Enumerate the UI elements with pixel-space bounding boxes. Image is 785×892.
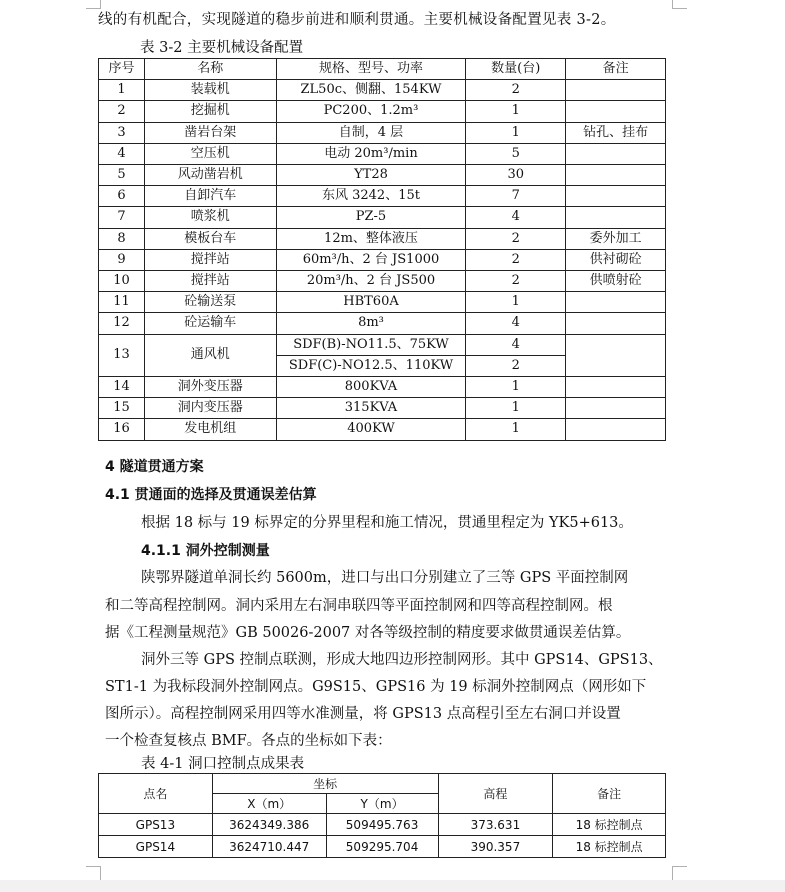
cell-qty: 2 xyxy=(466,355,566,376)
cell-note: 供喷射砼 xyxy=(566,271,666,292)
cell-no: 1 xyxy=(99,80,145,101)
cell-no: 16 xyxy=(99,419,145,440)
cell-qty: 5 xyxy=(466,143,566,164)
cell-note xyxy=(566,398,666,419)
cell-qty: 1 xyxy=(466,419,566,440)
cell-qty: 2 xyxy=(466,249,566,270)
cell-spec: 400KW xyxy=(276,419,466,440)
page-corner-mark xyxy=(672,0,687,9)
cell-note xyxy=(566,334,666,376)
cell-name: 搅拌站 xyxy=(144,249,276,270)
cell-spec: HBT60A xyxy=(276,292,466,313)
control-point-table xyxy=(98,773,666,858)
cell-spec: PC200、1.2m³ xyxy=(276,101,466,122)
cell-no: 12 xyxy=(99,313,145,334)
cell-spec: 8m³ xyxy=(276,313,466,334)
table-row xyxy=(99,398,666,419)
header-cell: 规格、型号、功率 xyxy=(276,59,466,80)
table-row xyxy=(99,271,666,292)
cell-name: 砼输送泵 xyxy=(144,292,276,313)
table-row xyxy=(99,249,666,270)
cell-qty: 1 xyxy=(466,101,566,122)
table-row xyxy=(99,814,666,836)
cell-note xyxy=(566,292,666,313)
cell-spec: YT28 xyxy=(276,165,466,186)
table-row xyxy=(99,165,666,186)
cell-qty: 4 xyxy=(466,313,566,334)
cell-qty: 1 xyxy=(466,377,566,398)
cell-spec: 20m³/h、2 台 JS500 xyxy=(276,271,466,292)
paragraph-line: 根据 18 标与 19 标界定的分界里程和施工情况，贯通里程定为 YK5+613。 xyxy=(141,515,633,531)
cell-no: 10 xyxy=(99,271,145,292)
header-cell: Y（m） xyxy=(326,794,438,814)
cell-spec: PZ-5 xyxy=(276,207,466,228)
cell-note xyxy=(566,186,666,207)
table-header-row xyxy=(99,774,666,794)
cell-point: GPS14 xyxy=(99,836,213,858)
header-cell: 坐标 xyxy=(212,774,438,794)
cell-name: 模板台车 xyxy=(144,228,276,249)
table-row xyxy=(99,143,666,164)
cell-note xyxy=(566,101,666,122)
table-caption: 表 4-1 洞口控制点成果表 xyxy=(141,756,305,772)
page-corner-mark xyxy=(86,866,101,881)
cell-spec: 东风 3242、15t xyxy=(276,186,466,207)
cell-note: 18 标控制点 xyxy=(553,836,666,858)
table-row xyxy=(99,313,666,334)
cell-name: 装载机 xyxy=(144,80,276,101)
cell-no: 3 xyxy=(99,122,145,143)
cell-note xyxy=(566,377,666,398)
table-row xyxy=(99,207,666,228)
paragraph-line: 陕鄂界隧道单洞长约 5600m，进口与出口分别建立了三等 GPS 平面控制网 xyxy=(141,570,629,586)
cell-no: 13 xyxy=(99,334,145,376)
cell-spec: ZL50c、侧翻、154KW xyxy=(276,80,466,101)
cell-spec: 电动 20m³/min xyxy=(276,143,466,164)
cell-qty: 1 xyxy=(466,398,566,419)
cell-no: 2 xyxy=(99,101,145,122)
cell-qty: 2 xyxy=(466,228,566,249)
paragraph-line: 洞外三等 GPS 控制点联测，形成大地四边形控制网形。其中 GPS14、GPS13、 xyxy=(141,652,663,668)
cell-name: 发电机组 xyxy=(144,419,276,440)
cell-y: 509295.704 xyxy=(326,836,438,858)
cell-name: 搅拌站 xyxy=(144,271,276,292)
cell-spec: 自制，4 层 xyxy=(276,122,466,143)
header-cell: 数量(台) xyxy=(466,59,566,80)
cell-no: 7 xyxy=(99,207,145,228)
paragraph-line: 和二等高程控制网。洞内采用左右洞串联四等平面控制网和四等高程控制网。根 xyxy=(105,598,613,614)
cell-name: 砼运输车 xyxy=(144,313,276,334)
subsubsection-heading: 4.1.1 洞外控制测量 xyxy=(141,543,270,559)
header-cell: 点名 xyxy=(99,774,213,814)
table-row xyxy=(99,292,666,313)
cell-no: 11 xyxy=(99,292,145,313)
cell-name: 通风机 xyxy=(144,334,276,376)
table-row xyxy=(99,122,666,143)
cell-elev: 390.357 xyxy=(438,836,553,858)
cell-note xyxy=(566,143,666,164)
cell-no: 6 xyxy=(99,186,145,207)
cell-no: 5 xyxy=(99,165,145,186)
cell-note xyxy=(566,80,666,101)
cell-x: 3624710.447 xyxy=(212,836,326,858)
cell-y: 509495.763 xyxy=(326,814,438,836)
cell-spec: 60m³/h、2 台 JS1000 xyxy=(276,249,466,270)
table-row xyxy=(99,186,666,207)
paragraph-line: 一个检查复核点 BMF。各点的坐标如下表： xyxy=(105,733,392,749)
cell-name: 洞外变压器 xyxy=(144,377,276,398)
paragraph-line: 线的有机配合，实现隧道的稳步前进和顺利贯通。主要机械设备配置见表 3-2。 xyxy=(98,12,616,28)
cell-qty: 1 xyxy=(466,292,566,313)
header-cell: X（m） xyxy=(212,794,326,814)
cell-qty: 30 xyxy=(466,165,566,186)
section-heading: 4 隧道贯通方案 xyxy=(105,459,204,475)
page-bottom-strip xyxy=(0,880,785,892)
paragraph-line: 图所示）。高程控制网采用四等水准测量，将 GPS13 点高程引至左右洞口并设置 xyxy=(105,706,621,722)
cell-note: 钻孔、挂布 xyxy=(566,122,666,143)
cell-qty: 1 xyxy=(466,122,566,143)
header-cell: 备注 xyxy=(553,774,666,814)
cell-no: 9 xyxy=(99,249,145,270)
header-cell: 高程 xyxy=(438,774,553,814)
header-cell: 备注 xyxy=(566,59,666,80)
table-row xyxy=(99,836,666,858)
cell-qty: 2 xyxy=(466,80,566,101)
cell-no: 14 xyxy=(99,377,145,398)
cell-name: 风动凿岩机 xyxy=(144,165,276,186)
cell-name: 空压机 xyxy=(144,143,276,164)
cell-spec: SDF(C)-NO12.5、110KW xyxy=(276,355,466,376)
table-caption: 表 3-2 主要机械设备配置 xyxy=(140,40,304,56)
cell-qty: 7 xyxy=(466,186,566,207)
cell-elev: 373.631 xyxy=(438,814,553,836)
cell-note xyxy=(566,313,666,334)
table-row xyxy=(99,334,666,355)
cell-note: 委外加工 xyxy=(566,228,666,249)
cell-name: 洞内变压器 xyxy=(144,398,276,419)
cell-name: 挖掘机 xyxy=(144,101,276,122)
table-row xyxy=(99,377,666,398)
paragraph-line: 据《工程测量规范》GB 50026-2007 对各等级控制的精度要求做贯通误差估算。 xyxy=(105,625,631,641)
cell-name: 凿岩台架 xyxy=(144,122,276,143)
cell-note xyxy=(566,419,666,440)
cell-no: 15 xyxy=(99,398,145,419)
header-cell: 序号 xyxy=(99,59,145,80)
table-header-row xyxy=(99,59,666,80)
table-row xyxy=(99,101,666,122)
cell-point: GPS13 xyxy=(99,814,213,836)
cell-name: 自卸汽车 xyxy=(144,186,276,207)
cell-no: 8 xyxy=(99,228,145,249)
table-row xyxy=(99,419,666,440)
cell-x: 3624349.386 xyxy=(212,814,326,836)
equipment-table xyxy=(98,58,666,441)
table-row xyxy=(99,80,666,101)
cell-qty: 2 xyxy=(466,271,566,292)
cell-spec: 800KVA xyxy=(276,377,466,398)
cell-note: 供衬砌砼 xyxy=(566,249,666,270)
table-row xyxy=(99,228,666,249)
cell-spec: 12m、整体液压 xyxy=(276,228,466,249)
cell-note xyxy=(566,207,666,228)
cell-note: 18 标控制点 xyxy=(553,814,666,836)
paragraph-line: ST1-1 为我标段洞外控制网点。G9S15、GPS16 为 19 标洞外控制网点（网形如下 xyxy=(105,679,647,695)
cell-qty: 4 xyxy=(466,334,566,355)
cell-qty: 4 xyxy=(466,207,566,228)
cell-spec: 315KVA xyxy=(276,398,466,419)
cell-name: 喷浆机 xyxy=(144,207,276,228)
header-cell: 名称 xyxy=(144,59,276,80)
cell-no: 4 xyxy=(99,143,145,164)
page-corner-mark xyxy=(672,866,687,881)
subsection-heading: 4.1 贯通面的选择及贯通误差估算 xyxy=(105,487,317,503)
cell-spec: SDF(B)-NO11.5、75KW xyxy=(276,334,466,355)
cell-note xyxy=(566,165,666,186)
